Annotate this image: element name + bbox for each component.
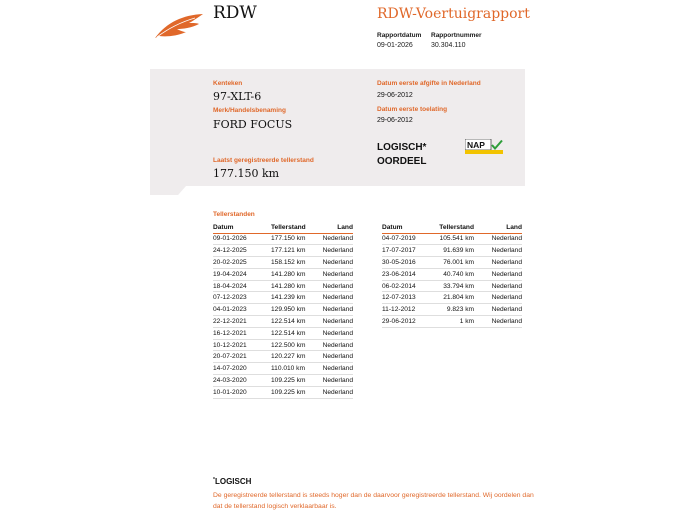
table-row [213,327,353,339]
odometer-table-left [213,222,353,399]
cell-odometer: 1 km [432,316,474,328]
cell-date: 29-06-2012 [382,316,432,328]
cell-date: 10-12-2021 [213,339,265,351]
cell-odometer: 91.639 km [432,245,474,257]
footnote-marker: * [213,477,215,483]
table-row [213,363,353,375]
cell-date: 24-03-2020 [213,375,265,387]
cell-date: 16-12-2021 [213,327,265,339]
brand-name: RDW [213,3,257,23]
table-row [213,292,353,304]
table-row [213,268,353,280]
table-row [213,351,353,363]
make-label: Merk/Handelsbenaming [213,107,286,114]
nap-check-icon [492,141,502,149]
cell-country: Nederland [474,245,522,257]
cell-date: 09-01-2026 [213,233,265,245]
cell-country: Nederland [474,233,522,245]
table-row [213,257,353,269]
cell-country: Nederland [319,245,353,257]
cell-odometer: 129.950 km [265,304,319,316]
cell-date: 07-12-2023 [213,292,265,304]
table-row [382,316,522,328]
cell-odometer: 177.121 km [265,245,319,257]
table-row [213,233,353,245]
table-row [213,316,353,328]
cell-date: 14-07-2020 [213,363,265,375]
col-odometer: Tellerstand [432,222,474,233]
cell-date: 20-02-2025 [213,257,265,269]
cell-odometer: 9.823 km [432,304,474,316]
verdict-line1: LOGISCH* [377,142,427,153]
table-row [213,339,353,351]
col-date: Datum [382,222,432,233]
cell-date: 18-04-2024 [213,280,265,292]
cell-country: Nederland [319,339,353,351]
cell-country: Nederland [319,386,353,398]
cell-odometer: 105.541 km [432,233,474,245]
table-header-row [213,222,353,233]
odometer-table-right [382,222,522,328]
verdict-line2: OORDEEL [377,156,427,167]
table-row [382,280,522,292]
table-row [213,304,353,316]
table-header-row [382,222,522,233]
first-admission-value: 29-06-2012 [377,117,413,124]
cell-odometer: 141.239 km [265,292,319,304]
report-number-value: 30.304.110 [431,42,466,49]
odometer-section-title: Tellerstanden [213,211,255,218]
cell-country: Nederland [474,316,522,328]
cell-date: 06-02-2014 [382,280,432,292]
table-row [382,304,522,316]
cell-odometer: 141.280 km [265,280,319,292]
first-nl-label: Datum eerste afgifte in Nederland [377,80,481,87]
cell-country: Nederland [474,292,522,304]
cell-odometer: 109.225 km [265,375,319,387]
cell-date: 23-06-2014 [382,268,432,280]
cell-odometer: 158.152 km [265,257,319,269]
col-date: Datum [213,222,265,233]
first-nl-value: 29-06-2012 [377,92,413,99]
cell-odometer: 40.740 km [432,268,474,280]
cell-date: 12-07-2013 [382,292,432,304]
cell-date: 22-12-2021 [213,316,265,328]
cell-odometer: 122.514 km [265,316,319,328]
cell-country: Nederland [319,233,353,245]
nap-logo-icon [465,139,503,154]
table-row [382,245,522,257]
verdict [377,141,426,169]
table-row [382,268,522,280]
footnote-text: De geregistreerde tellerstand is steeds hoger dan de daarvoor geregistreerde tellerstand. Wij oordelen dan dat de tellerstand logisch verklaarbaar is. [213,492,534,510]
nap-logo-text: NAP [467,140,485,150]
table-row [382,233,522,245]
cell-country: Nederland [319,268,353,280]
cell-date: 17-07-2017 [382,245,432,257]
cell-country: Nederland [319,280,353,292]
report-number-label: Rapportnummer [431,32,482,39]
cell-date: 10-01-2020 [213,386,265,398]
cell-country: Nederland [319,327,353,339]
cell-country: Nederland [319,316,353,328]
cell-odometer: 122.500 km [265,339,319,351]
table-row [213,280,353,292]
first-admission-label: Datum eerste toelating [377,106,448,113]
cell-date: 20-07-2021 [213,351,265,363]
cell-date: 24-12-2025 [213,245,265,257]
table-row [382,257,522,269]
footnote-title [213,477,251,486]
cell-odometer: 120.227 km [265,351,319,363]
cell-country: Nederland [474,268,522,280]
panel-notch [150,186,186,195]
rdw-logo-icon [153,12,205,40]
table-row [382,292,522,304]
cell-odometer: 21.804 km [432,292,474,304]
cell-country: Nederland [319,257,353,269]
table-row [213,375,353,387]
report-title: RDW-Voertuigrapport [377,6,530,22]
cell-odometer: 109.225 km [265,386,319,398]
cell-country: Nederland [474,257,522,269]
cell-odometer: 76.001 km [432,257,474,269]
footnote-title-text: LOGISCH [214,477,252,486]
cell-country: Nederland [319,363,353,375]
cell-country: Nederland [474,304,522,316]
cell-date: 19-04-2024 [213,268,265,280]
cell-date: 11-12-2012 [382,304,432,316]
cell-odometer: 122.514 km [265,327,319,339]
col-odometer: Tellerstand [265,222,319,233]
cell-date: 30-05-2016 [382,257,432,269]
make-value: FORD FOCUS [213,118,293,131]
report-date-label: Rapportdatum [377,32,422,39]
report-number-block [431,32,482,49]
last-km-label: Laatst geregistreerde tellerstand [213,157,314,164]
plate-value: 97-XLT-6 [213,90,262,103]
cell-odometer: 110.010 km [265,363,319,375]
cell-country: Nederland [319,351,353,363]
cell-odometer: 177.150 km [265,233,319,245]
cell-odometer: 141.280 km [265,268,319,280]
cell-country: Nederland [474,280,522,292]
cell-date: 04-01-2023 [213,304,265,316]
cell-country: Nederland [319,375,353,387]
col-country: Land [474,222,522,233]
cell-country: Nederland [319,292,353,304]
cell-date: 04-07-2019 [382,233,432,245]
cell-odometer: 33.794 km [432,280,474,292]
table-row [213,245,353,257]
last-km-value: 177.150 km [213,167,280,180]
report-date-block [377,32,421,49]
col-country: Land [319,222,353,233]
plate-label: Kenteken [213,80,243,87]
cell-country: Nederland [319,304,353,316]
table-row [213,386,353,398]
report-date-value: 09-01-2026 [377,42,413,49]
